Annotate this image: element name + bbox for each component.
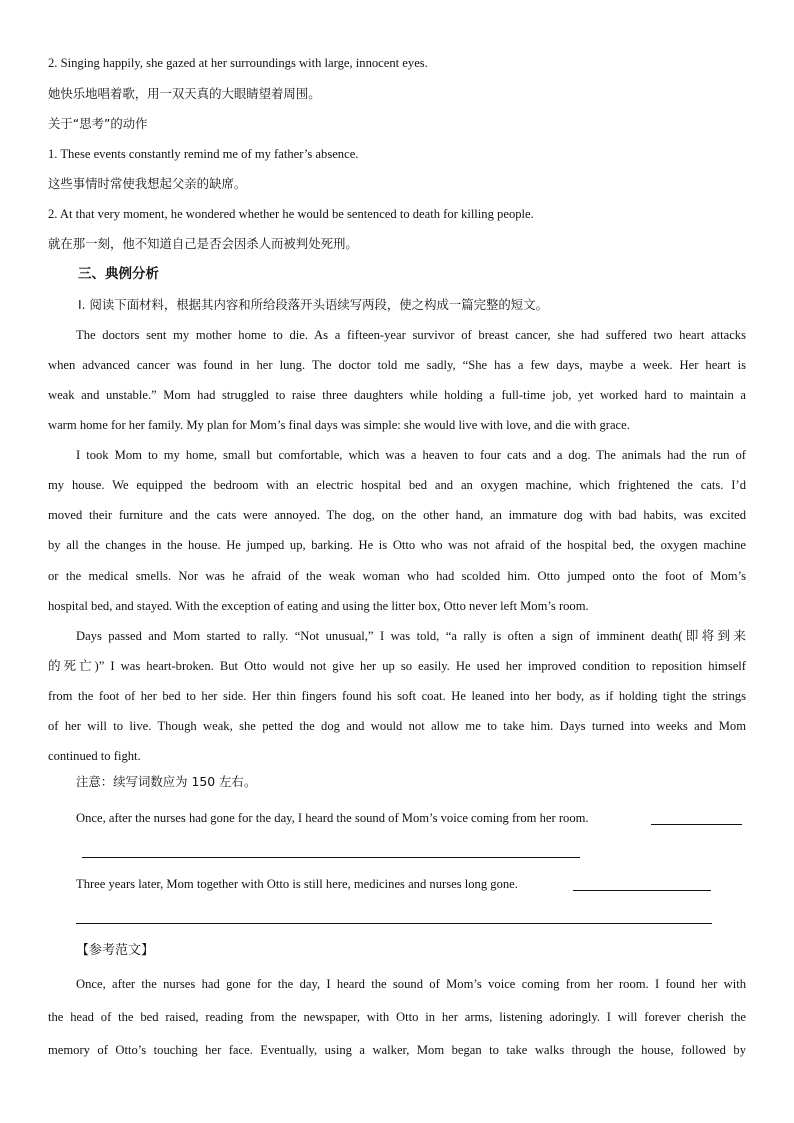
answer-line[interactable] (82, 857, 580, 858)
continuation-opener-1: Once, after the nurses had gone for the day, I heard the sound of Mom’s voice coming from her room. (76, 811, 589, 825)
passage-line: 的死亡)” I was heart-broken. But Otto would not give her up so easily. He used her improved condition to reposition himself (48, 659, 746, 673)
section-instruction: Ⅰ. 阅读下面材料，根据其内容和所给段落开头语续写两段，使之构成一篇完整的短文。 (78, 297, 548, 312)
word-count-note: 注意：续写词数应为 150 左右。 (76, 774, 257, 789)
example-think2-en: 2. At that very moment, he wondered whether he would be sentenced to death for killing people. (48, 207, 534, 221)
passage-line: hospital bed, and stayed. With the exception of eating and using the litter box, Otto never left Mom’s room. (48, 599, 589, 613)
think-heading: 关于“思考”的动作 (48, 116, 148, 131)
continuation-opener-2: Three years later, Mom together with Otto is still here, medicines and nurses long gone. (76, 877, 518, 891)
example-sing-cn: 她快乐地唱着歌，用一双天真的大眼睛望着周围。 (48, 86, 321, 101)
reference-line: memory of Otto’s touching her face. Eventually, using a walker, Mom began to take walks through the house, followed by (48, 1043, 746, 1057)
example-sing-en: 2. Singing happily, she gazed at her surroundings with large, innocent eyes. (48, 56, 428, 70)
passage-line: I took Mom to my home, small but comfortable, which was a heaven to four cats and a dog. The animals had the run of (76, 448, 746, 462)
passage-line: The doctors sent my mother home to die. As a fifteen-year survivor of breast cancer, she had suffered two heart attacks (76, 328, 746, 342)
example-think1-cn: 这些事情时常使我想起父亲的缺席。 (48, 176, 247, 191)
answer-blank[interactable] (573, 890, 711, 891)
answer-line[interactable] (76, 923, 712, 924)
passage-line: or the medical smells. Nor was he afraid of the weak woman who had scolded him. Otto jumped onto the foot of Mom’s (48, 569, 746, 583)
passage-line: when advanced cancer was found in her lung. The doctor told me sadly, “She has a few days, maybe a week. Her heart is (48, 358, 746, 372)
reference-line: the head of the bed raised, reading from the newspaper, with Otto in her arms, listening adoringly. I will forever cherish the (48, 1010, 746, 1024)
passage-line: continued to fight. (48, 749, 141, 763)
passage-line: warm home for her family. My plan for Mom’s final days was simple: she would live with love, and die with grace. (48, 418, 630, 432)
passage-line: my house. We equipped the bedroom with an electric hospital bed and an oxygen machine, which frightened the cats. I’d (48, 478, 746, 492)
passage-line: weak and unstable.” Mom had struggled to raise three daughters while holding a full-time job, yet worked hard to maintain a (48, 388, 746, 402)
passage-line: moved their furniture and the cats were annoyed. The dog, on the other hand, an immature dog with bad habits, was excited (48, 508, 746, 522)
answer-blank[interactable] (651, 824, 742, 825)
reference-line: Once, after the nurses had gone for the day, I heard the sound of Mom’s voice coming from her room. I found her with (76, 977, 746, 991)
section-title: 三、典例分析 (78, 266, 159, 282)
example-think2-cn: 就在那一刻，他不知道自己是否会因杀人而被判处死刑。 (48, 236, 358, 251)
reference-title: 【参考范文】 (76, 943, 155, 958)
passage-line: of her will to live. Though weak, she petted the dog and would not allow me to take him. Days turned into weeks and Mom (48, 719, 746, 733)
passage-line: by all the changes in the house. He jumped up, barking. He is Otto who was not afraid of the hospital bed, the oxygen machine (48, 538, 746, 552)
passage-line: from the foot of her bed to her side. Her thin fingers found his soft coat. He leaned into her body, as if holding tight the strings (48, 689, 746, 703)
passage-line: Days passed and Mom started to rally. “Not unusual,” I was told, “a rally is often a sign of imminent death(即将到来 (76, 629, 746, 643)
example-think1-en: 1. These events constantly remind me of my father’s absence. (48, 147, 359, 161)
